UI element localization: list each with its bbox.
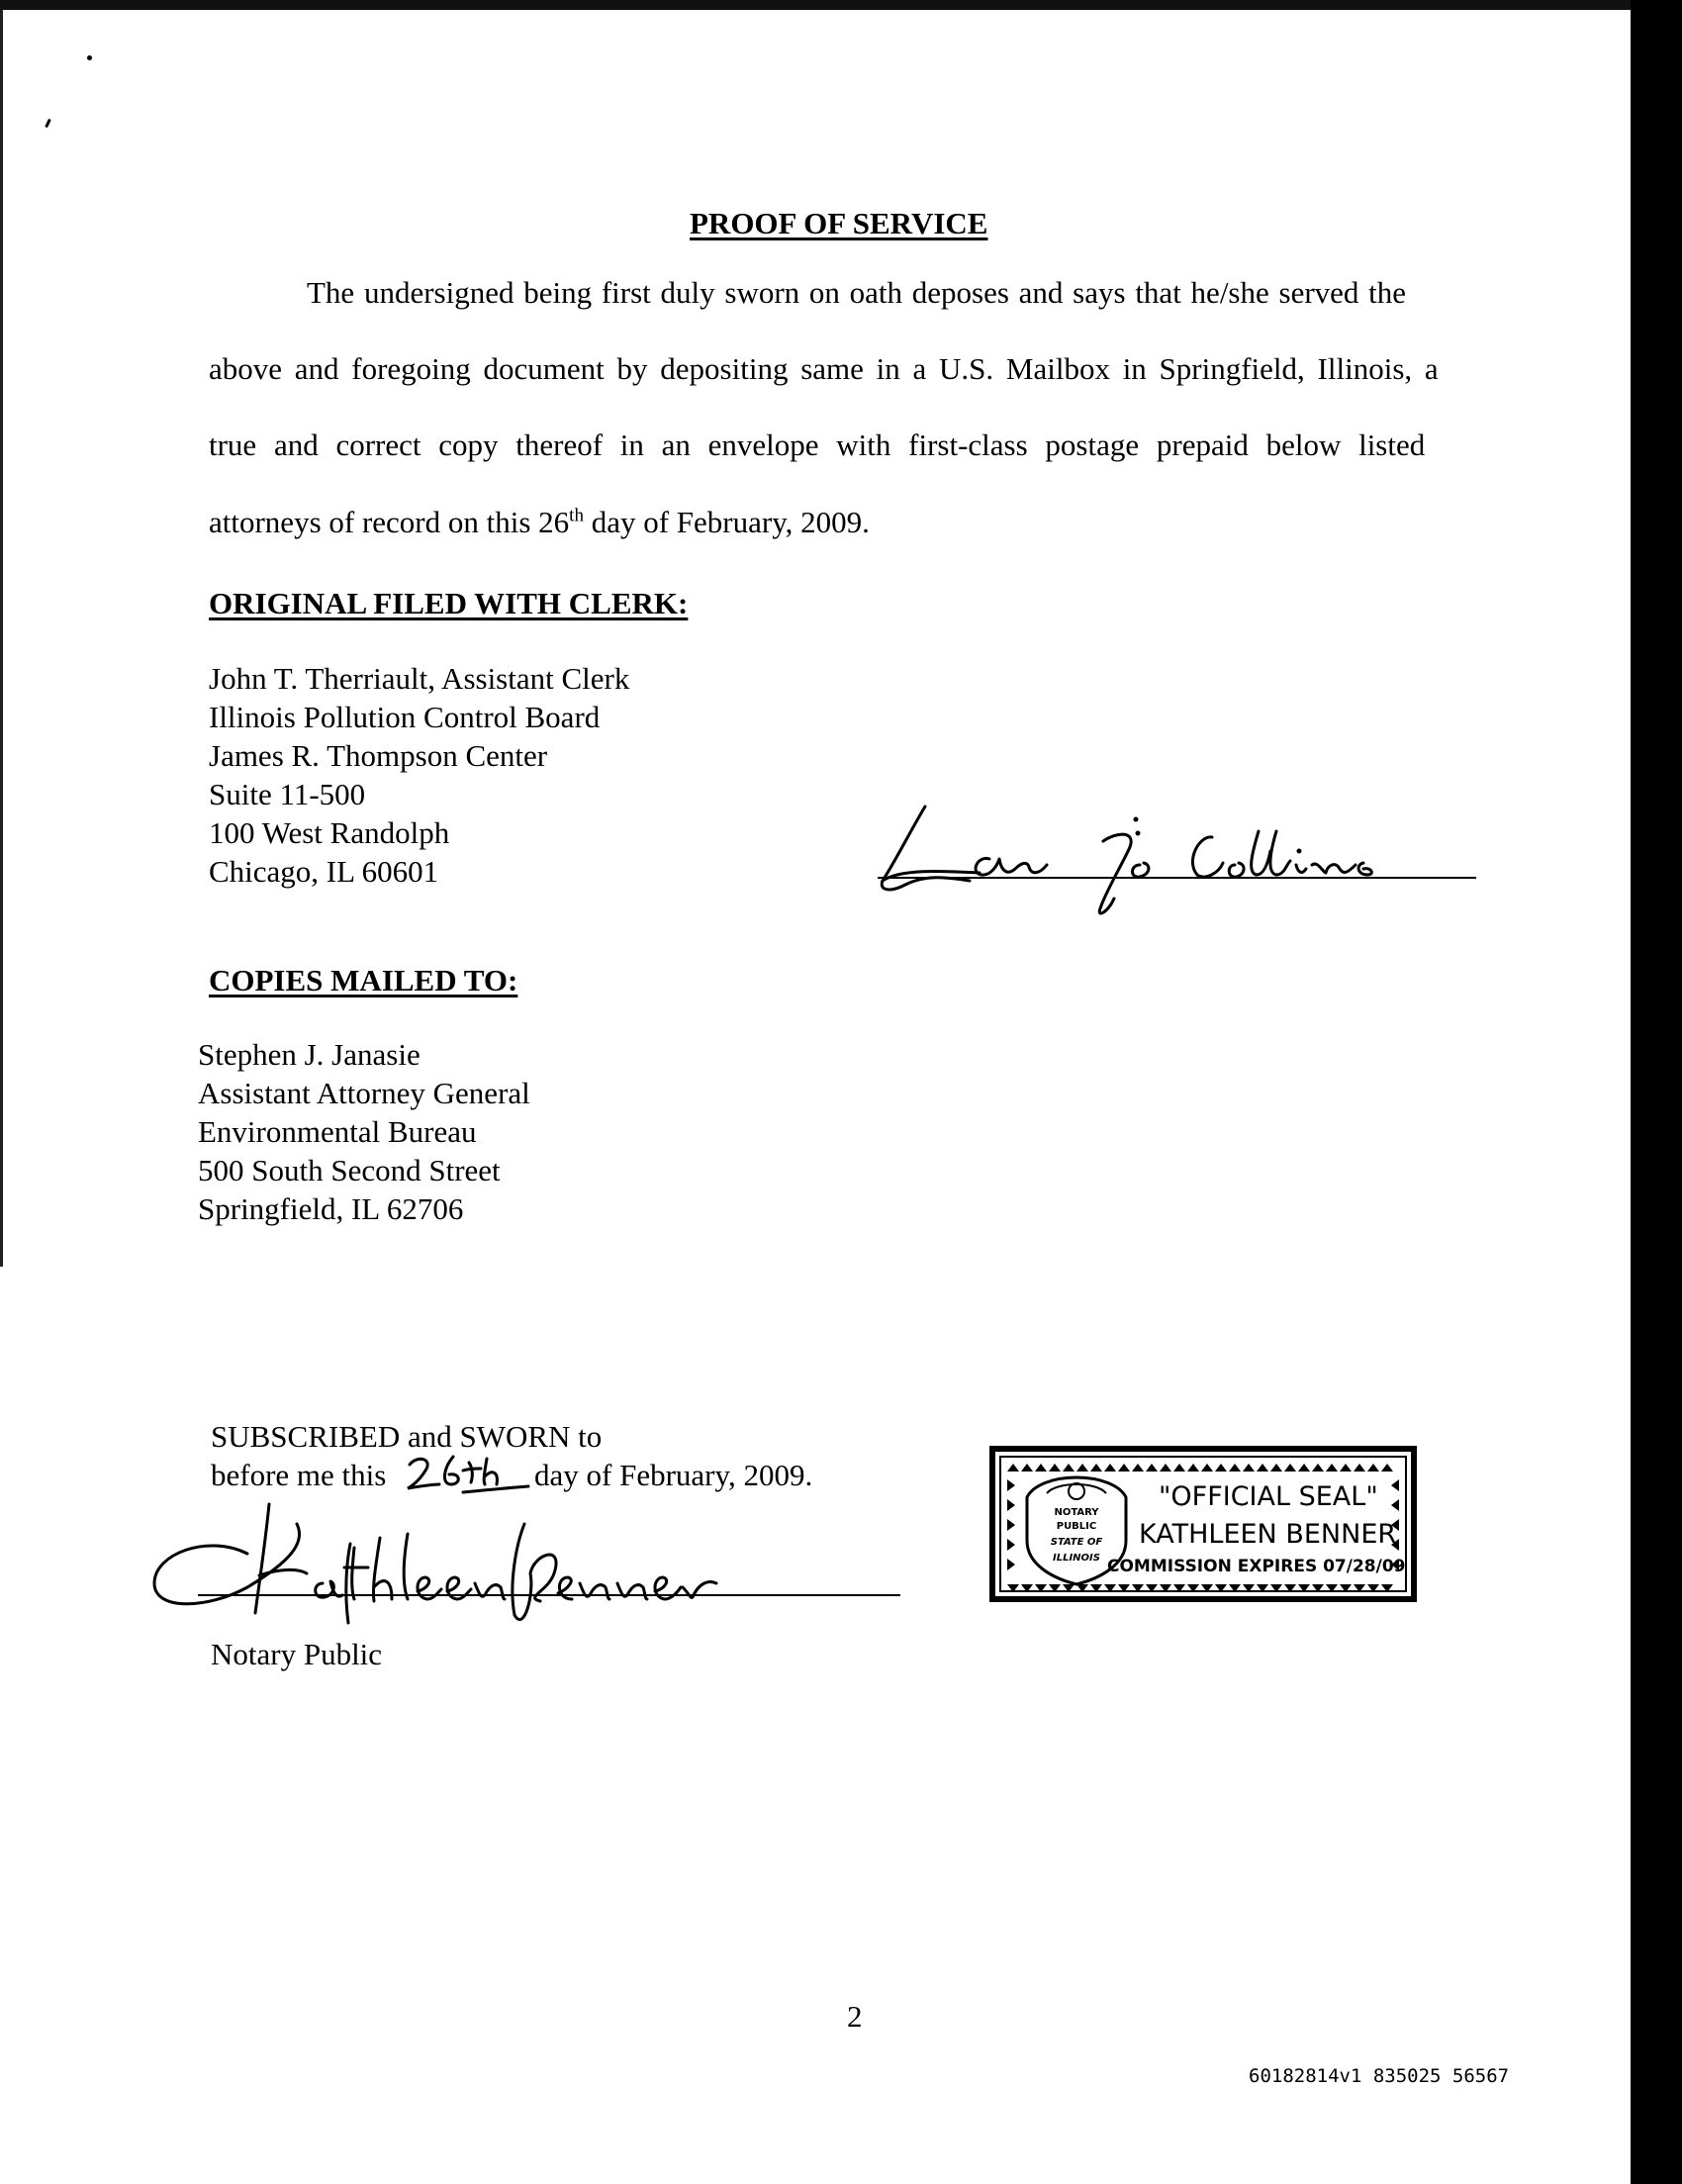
clerk-address-block: [209, 659, 629, 891]
official-seal-stamp: [989, 1446, 1417, 1602]
body-line: The undersigned being first duly sworn on oath deposes and says that he/she served the: [307, 275, 1407, 310]
jurat-line: day of February, 2009.: [534, 1458, 813, 1492]
seal-title: "OFFICIAL SEAL": [1159, 1481, 1378, 1512]
address-line: Assistant Attorney General: [198, 1076, 530, 1110]
notary-signature: [148, 1484, 792, 1633]
emblem-line: PUBLIC: [1056, 1521, 1097, 1532]
address-line: 500 South Second Street: [198, 1153, 501, 1187]
scan-edge-top: [0, 0, 1682, 10]
address-line: 100 West Randolph: [209, 815, 450, 850]
emblem-line: NOTARY: [1054, 1507, 1099, 1518]
seal-commission: COMMISSION EXPIRES 07/28/09: [1107, 1557, 1406, 1576]
service-date-ordinal: th: [569, 505, 584, 526]
body-line: [209, 505, 870, 540]
jurat-line: before me this: [211, 1458, 387, 1492]
recipient-address-block: [198, 1035, 530, 1228]
service-date-prefix: attorneys of record on this 26: [209, 505, 570, 539]
notary-signature-line: [198, 1594, 900, 1596]
address-line: Illinois Pollution Control Board: [209, 700, 601, 734]
original-filed-heading: ORIGINAL FILED WITH CLERK:: [209, 586, 689, 620]
copies-mailed-heading: COPIES MAILED TO:: [209, 963, 518, 997]
body-line: above and foregoing document by depositing same in a U.S. Mailbox in Springfield, Illinois, a: [209, 351, 1439, 386]
address-line: John T. Therriault, Assistant Clerk: [209, 661, 630, 696]
scan-edge-left: [0, 10, 3, 1267]
address-line: Chicago, IL 60601: [209, 854, 439, 889]
document-title: PROOF OF SERVICE: [690, 206, 988, 240]
emblem-line: ILLINOIS: [1053, 1553, 1100, 1564]
scan-speck: [45, 119, 51, 128]
document-id-code: 60182814v1 835025 56567: [1249, 2065, 1510, 2087]
server-signature-line: [878, 877, 1476, 879]
seal-name: KATHLEEN BENNER: [1139, 1519, 1397, 1550]
scan-speck: [87, 55, 92, 60]
server-signature: [871, 782, 1484, 920]
page-number: 2: [847, 1999, 863, 2034]
address-line: Springfield, IL 62706: [198, 1191, 464, 1226]
address-line: Environmental Bureau: [198, 1114, 477, 1149]
address-line: James R. Thompson Center: [209, 738, 548, 773]
body-line: true and correct copy thereof in an envelope with first-class postage prepaid below listed: [209, 427, 1426, 462]
address-line: Suite 11-500: [209, 777, 366, 811]
emblem-line: STATE OF: [1050, 1537, 1103, 1548]
service-date-suffix: day of February, 2009.: [583, 505, 870, 539]
address-line: Stephen J. Janasie: [198, 1037, 420, 1072]
notary-public-label: Notary Public: [211, 1637, 383, 1671]
scan-edge-right: [1631, 0, 1682, 2184]
jurat-line: SUBSCRIBED and SWORN to: [211, 1419, 603, 1454]
